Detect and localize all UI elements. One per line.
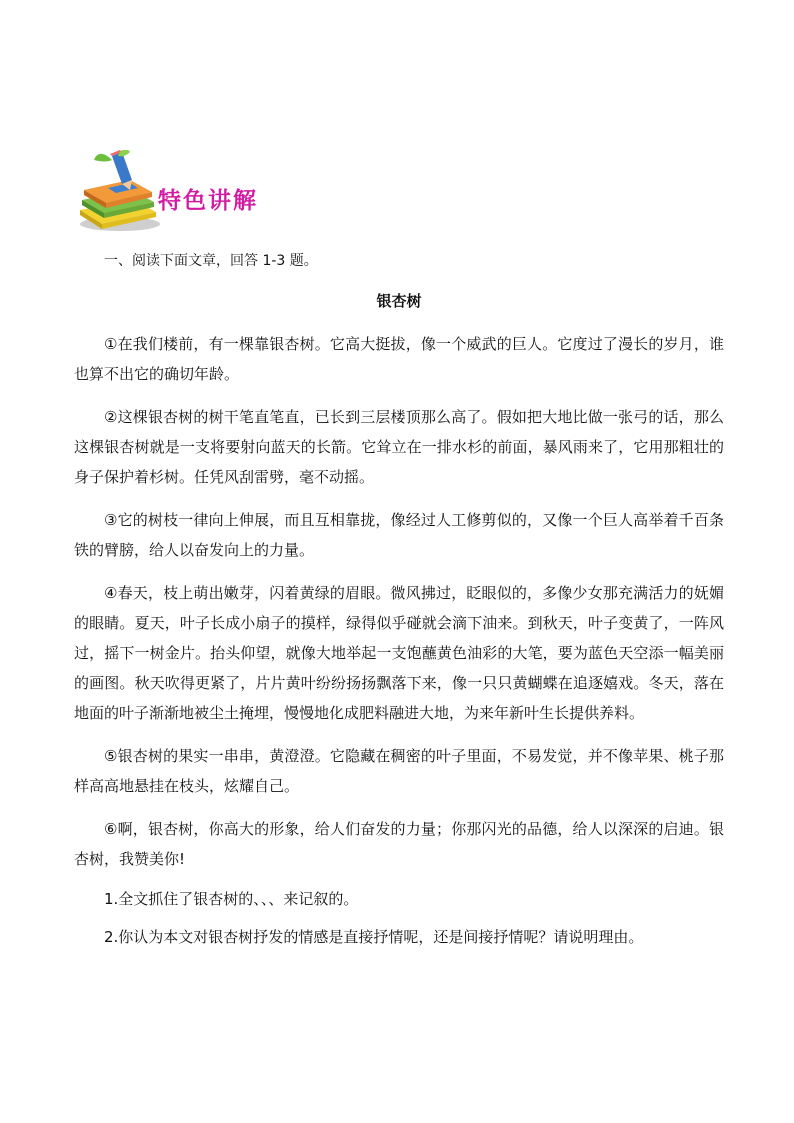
question-2: 2.你认为本文对银杏树抒发的情感是直接抒情呢，还是间接抒情呢？请说明理由。 <box>104 928 644 946</box>
document-body <box>74 250 724 963</box>
article-paragraph-2: ②这棵银杏树的树干笔直笔直，已长到三层楼顶那么高了。假如把大地比做一张弓的话，那么这棵银杏树就是一支将要射向蓝天的长箭。它耸立在一排水杉的前面，暴风雨来了，它用那粗壮的身子保护着杉树。任凭风刮雷劈，毫不动摇。 <box>74 408 724 486</box>
books-pencil-logo-icon <box>72 150 164 232</box>
article-paragraph-6: ⑥啊，银杏树，你高大的形象，给人们奋发的力量；你那闪光的品德，给人以深深的启迪。银杏树，我赞美你! <box>74 820 724 868</box>
instruction-text: 一、阅读下面文章，回答 1-3 题。 <box>104 253 318 269</box>
article-title: 银杏树 <box>376 292 422 310</box>
section-title: 特色讲解 <box>158 188 258 214</box>
article-paragraph-3: ③它的树枝一律向上伸展，而且互相靠拢，像经过人工修剪似的，又像一个巨人高举着千百条铁的臂膀，给人以奋发向上的力量。 <box>74 511 724 559</box>
article-paragraph-5: ⑤银杏树的果实一串串，黄澄澄。它隐藏在稠密的叶子里面，不易发觉，并不像苹果、桃子那样高高地悬挂在枝头，炫耀自己。 <box>74 747 724 795</box>
section-header <box>72 150 332 240</box>
question-1: 1.全文抓住了银杏树的、、、来记叙的。 <box>104 890 359 908</box>
article-paragraph-4: ④春天，枝上萌出嫩芽，闪着黄绿的眉眼。微风拂过，眨眼似的，多像少女那充满活力的妩媚的眼睛。夏天，叶子长成小扇子的摸样，绿得似乎碰就会滴下油来。到秋天，叶子变黄了，一阵风过，摇下一树金片。抬头仰望，就像大地举起一支饱蘸黄色油彩的大笔，要为蓝色天空添一幅美丽的画图。秋天吹得更紧了，片片黄叶纷纷扬扬飘落下来，像一只只黄蝴蝶在追逐嬉戏。冬天，落在地面的叶子渐渐地被尘土掩埋，慢慢地化成肥料融进大地，为来年新叶生长提供养料。 <box>74 584 724 722</box>
article-paragraph-1: ①在我们楼前，有一棵靠银杏树。它高大挺拔，像一个威武的巨人。它度过了漫长的岁月，谁也算不出它的确切年龄。 <box>74 335 724 383</box>
